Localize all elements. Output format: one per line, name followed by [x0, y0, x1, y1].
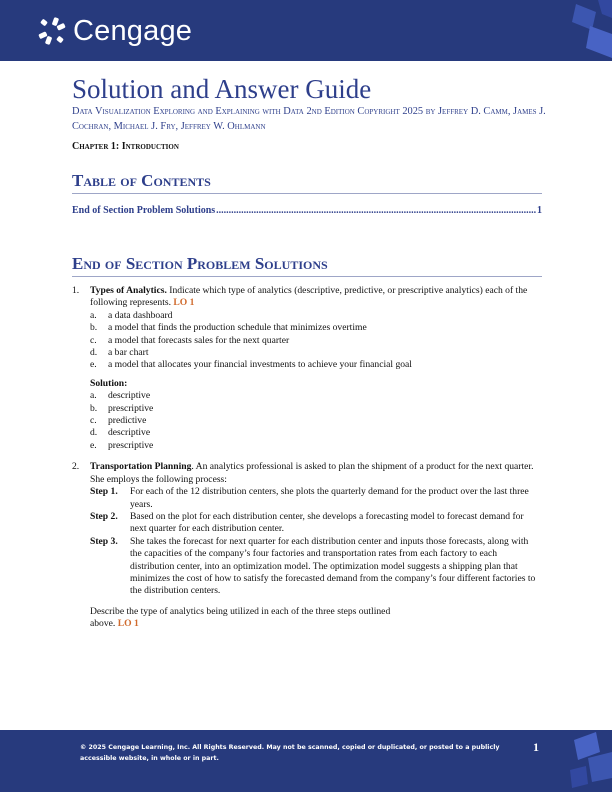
problem-number: 2. [72, 461, 80, 473]
solution-item [90, 440, 540, 452]
section-divider [72, 276, 542, 277]
list-item [90, 347, 540, 359]
item-text: a model that finds the production schedule that minimizes overtime [108, 322, 367, 334]
toc-leader-dots [216, 205, 536, 216]
step-item [90, 536, 540, 598]
toc-heading: Table of Contents [72, 171, 211, 190]
solution-item [90, 390, 540, 402]
step-text: For each of the 12 distribution centers, she plots the quarterly demand for the product over the last three years. [130, 486, 529, 510]
step-item [90, 486, 540, 511]
problem-2-statement [90, 461, 540, 486]
item-letter: d. [90, 427, 98, 439]
document-subtitle: Data Visualization Exploring and Explaining with Data 2nd Edition Copyright 2025 by Jeffrey D. Camm, James J. Cochran, Michael J. Fry, Jeffrey W. Ohlmann [72, 106, 546, 132]
question-line-2-text: above. [90, 618, 116, 630]
item-text: prescriptive [108, 402, 154, 414]
page-header-banner [0, 0, 612, 61]
solution-item [90, 403, 540, 415]
item-text: descriptive [108, 427, 151, 439]
solution-item [90, 415, 540, 427]
step-item [90, 511, 540, 536]
item-letter: b. [90, 322, 98, 334]
problem-title: Transportation Planning [90, 461, 192, 473]
document-title: Solution and Answer Guide [72, 74, 372, 104]
item-letter: c. [90, 334, 97, 346]
item-text: a model that forecasts sales for the next quarter [108, 334, 290, 346]
problem-text: Indicate which type of analytics (descriptive, predictive, or prescriptive analytics) each of the following represents. [90, 285, 528, 309]
toc-entry-label: End of Section Problem Solutions [72, 205, 216, 216]
section-heading: End of Section Problem Solutions [72, 254, 328, 273]
copyright-notice: © 2025 Cengage Learning, Inc. All Rights Reserved. May not be scanned, copied or duplicated, or posted to a publicly accessible website, in whole or in part. [80, 744, 500, 762]
learning-objective-tag: LO 1 [117, 618, 139, 630]
problem-text: . An analytics professional is asked to plan the shipment of a product for the next quarter. She employs the following process: [90, 461, 534, 485]
item-text: prescriptive [108, 439, 154, 451]
question-line-2 [90, 618, 540, 630]
cengage-burst-icon [37, 16, 67, 46]
step-label: Step 1. [90, 486, 118, 498]
question-line-1: Describe the type of analytics being utilized in each of the three steps outlined [90, 605, 391, 617]
solution-label: Solution: [90, 377, 128, 389]
item-text: a bar chart [108, 347, 149, 359]
page-number: 1 [533, 740, 539, 754]
chapter-heading: Chapter 1: Introduction [72, 141, 179, 152]
item-text: a model that allocates your financial investments to achieve your financial goal [108, 359, 412, 371]
item-text: a data dashboard [108, 309, 173, 321]
list-item [90, 310, 540, 322]
item-text: predictive [108, 415, 147, 427]
item-letter: a. [90, 390, 97, 402]
problem-2 [72, 461, 540, 630]
item-letter: e. [90, 439, 97, 451]
item-letter: a. [90, 309, 97, 321]
learning-objective-tag: LO 1 [173, 297, 195, 309]
logo-wordmark: Cengage [73, 14, 193, 47]
spacer [72, 452, 540, 461]
cengage-logo [37, 14, 192, 48]
list-item [90, 335, 540, 347]
problem-title: Types of Analytics. [90, 285, 167, 296]
step-label: Step 3. [90, 535, 118, 547]
footer-decoration-shapes [562, 730, 612, 792]
list-item [90, 359, 540, 371]
item-text: descriptive [108, 390, 151, 402]
item-letter: c. [90, 415, 97, 427]
solution-item [90, 427, 540, 439]
step-label: Step 2. [90, 510, 118, 522]
problems-body [72, 285, 540, 631]
spacer [90, 598, 540, 606]
toc-entry[interactable] [72, 205, 542, 216]
toc-entry-page: 1 [537, 205, 542, 216]
list-item [90, 322, 540, 334]
toc-divider [72, 193, 542, 194]
page-footer-banner [0, 730, 612, 792]
problem-2-question [90, 606, 540, 631]
item-letter: e. [90, 359, 97, 371]
step-text: Based on the plot for each distribution center, she develops a forecasting model to forecast demand for next quarter for each distribution center. [130, 510, 524, 535]
item-letter: b. [90, 402, 98, 414]
problem-1 [72, 285, 540, 452]
problem-1-statement [90, 285, 540, 310]
problem-number: 1. [72, 285, 80, 296]
header-decoration-shapes [562, 0, 612, 61]
item-letter: d. [90, 347, 98, 359]
step-text: She takes the forecast for next quarter for each distribution center and inputs those forecasts, along with the capacities of the company’s four factories and transportation rates from each factory to each distribution center, into an optimization model. The optimization model suggests a shipping plan that minimizes the cost of how to satisfy the forecasted demand from the company’s four different factories to the distribution centers. [130, 535, 536, 597]
